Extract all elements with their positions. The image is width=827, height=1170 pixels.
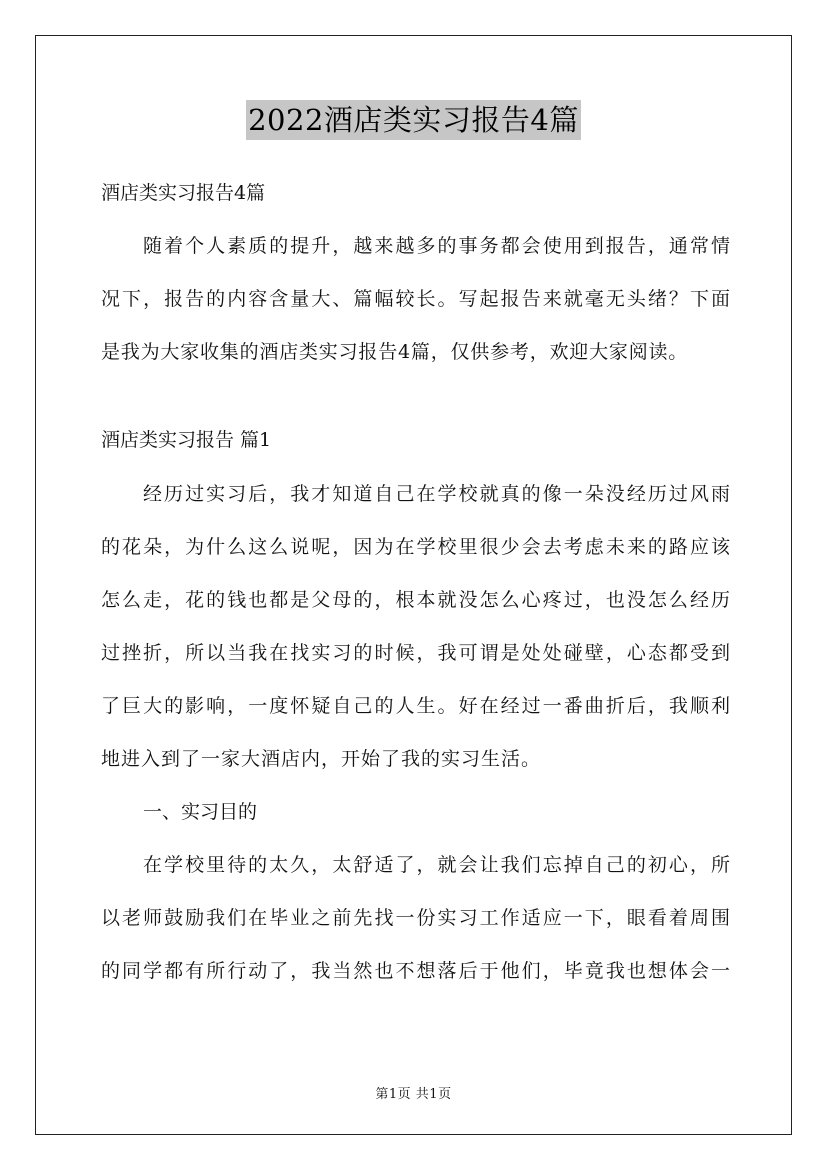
section-line: 了巨大的影响，一度怀疑自己的人生。好在经过一番曲折后，我顺利 bbox=[101, 695, 731, 717]
section-line: 地进入到了一家大酒店内，开始了我的实习生活。 bbox=[101, 748, 542, 770]
subheading-purpose: 一、实习目的 bbox=[143, 801, 258, 823]
document-subtitle: 酒店类实习报告4篇 bbox=[101, 182, 266, 204]
document-title: 2022酒店类实习报告4篇 bbox=[246, 100, 581, 140]
section-line: 的花朵，为什么这么说呢，因为在学校里很少会去考虑未来的路应该 bbox=[101, 536, 731, 558]
intro-line: 是我为大家收集的酒店类实习报告4篇，仅供参考，欢迎大家阅读。 bbox=[101, 341, 689, 363]
purpose-line: 的同学都有所行动了，我当然也不想落后于他们，毕竟我也想体会一 bbox=[101, 960, 731, 982]
page-footer: 第1页 共1页 bbox=[375, 1087, 452, 1102]
purpose-line: 在学校里待的太久，太舒适了，就会让我们忘掉自己的初心，所 bbox=[143, 854, 731, 876]
document-body bbox=[101, 174, 731, 990]
intro-line: 况下，报告的内容含量大、篇幅较长。写起报告来就毫无头绪？下面 bbox=[101, 288, 731, 310]
section-line: 经历过实习后，我才知道自己在学校就真的像一朵没经历过风雨 bbox=[143, 483, 731, 505]
purpose-line: 以老师鼓励我们在毕业之前先找一份实习工作适应一下，眼看着周围 bbox=[101, 907, 731, 929]
section-line: 过挫折，所以当我在找实习的时候，我可谓是处处碰壁，心态都受到 bbox=[101, 642, 731, 664]
intro-line: 随着个人素质的提升，越来越多的事务都会使用到报告，通常情 bbox=[143, 235, 731, 257]
title-container bbox=[0, 100, 827, 140]
section-heading: 酒店类实习报告 篇1 bbox=[101, 429, 272, 451]
section-line: 怎么走，花的钱也都是父母的，根本就没怎么心疼过，也没怎么经历 bbox=[101, 589, 731, 611]
